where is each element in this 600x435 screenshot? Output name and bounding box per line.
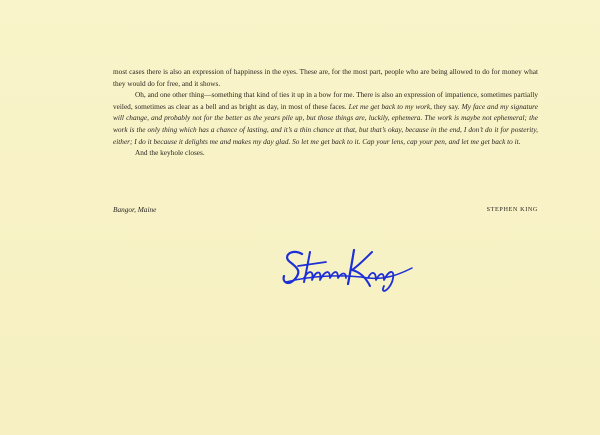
place-line: Bangor, Maine — [113, 205, 157, 214]
paragraph-2-roman: Oh, and one other thing—something that kind of ties it up in a bow for me. There is also an expression of impatience, sometimes partially veiled, sometimes as clear as a bell and as bright as day, in most of these faces. — [113, 90, 538, 111]
author-name: STEPHEN KING — [486, 206, 538, 213]
paragraph-2 — [113, 89, 538, 147]
handwritten-signature — [280, 238, 420, 298]
essay-text — [113, 66, 538, 159]
paragraph-2-italic-a: Let me get back to my work, — [348, 101, 432, 111]
paragraph-1: most cases there is also an expression of happiness in the eyes. These are, for the most part, people who are being allowed to do for money what they would do for free, and it shows. — [113, 67, 538, 88]
paragraph-2-roman-b: they say. — [431, 101, 462, 111]
paragraph-3: And the keyhole closes. — [135, 148, 205, 158]
paragraph-2-italic-b: My face and my signature will change, and probably not for the better as the years pile up, but those things are, luckily, ephemera. The work is maybe not ephemeral; the work is the only thing which has a chance of lasting, and it’s a thin chance at that, but that’s okay, because in the end, I don’t do it for posterity, either; I do it because it delights me and makes my day glad. So let me get back to it. Cap your lens, cap your pen, and let me get back to it. — [113, 101, 538, 146]
